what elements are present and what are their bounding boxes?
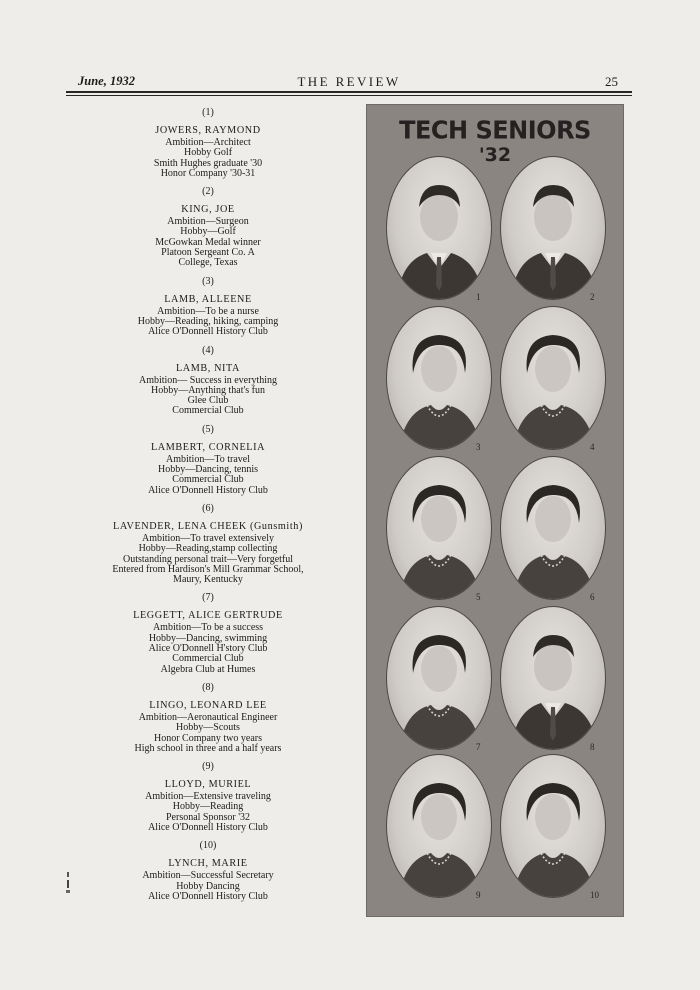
photo-panel xyxy=(366,104,624,917)
senior-entry xyxy=(80,591,336,680)
entry-detail: Glee Club xyxy=(187,395,229,407)
senior-entry xyxy=(80,106,336,185)
senior-portrait xyxy=(386,754,492,898)
entry-detail: Hobby—Anything that's fun xyxy=(150,384,266,396)
senior-portrait xyxy=(500,306,606,450)
senior-entry xyxy=(80,760,336,839)
entry-number: (9) xyxy=(202,761,214,773)
panel-title: TECH SENIORS xyxy=(399,115,591,145)
senior-entry xyxy=(80,502,336,591)
entry-detail: Ambition—Architect xyxy=(165,137,251,148)
entry-detail: Commercial Club xyxy=(172,474,244,486)
entry-number: (1) xyxy=(202,107,214,118)
entry-detail: Ambition— Success in everything xyxy=(138,374,278,386)
entry-detail: Hobby—Reading,stamp collecting xyxy=(138,543,278,555)
senior-entry xyxy=(80,423,336,502)
entry-detail: College, Texas xyxy=(178,257,238,269)
portrait-icon xyxy=(501,607,605,749)
student-name: KING, JOE xyxy=(181,204,235,216)
entry-detail: Ambition—Surgeon xyxy=(167,216,249,228)
entry-detail: Smith Hughes graduate '30 xyxy=(153,157,263,169)
portrait-icon xyxy=(501,755,605,897)
senior-portrait xyxy=(386,306,492,450)
student-name: LAMBERT, CORNELIA xyxy=(150,441,266,453)
student-name: LYNCH, MARIE xyxy=(168,858,248,870)
entry-detail: Ambition—Successful Secretary xyxy=(142,870,274,882)
entry-number: (3) xyxy=(202,275,214,287)
entry-detail: Alice O'Donnell History Club xyxy=(148,890,268,902)
entry-detail: High school in three and a half years xyxy=(134,742,282,754)
entry-number: (7) xyxy=(202,592,214,604)
portrait-icon xyxy=(387,607,491,749)
senior-portrait xyxy=(500,156,606,300)
portrait-icon xyxy=(387,755,491,897)
entry-detail: Hobby Golf xyxy=(183,147,233,159)
portrait-number: 6 xyxy=(590,592,595,602)
entry-number: (4) xyxy=(202,344,214,356)
portrait-number: 1 xyxy=(476,292,481,302)
entry-detail: Hobby—Golf xyxy=(180,226,236,238)
portrait-number: 8 xyxy=(590,742,595,752)
senior-portrait xyxy=(386,156,492,300)
entry-detail: Ambition—To be a success xyxy=(152,622,264,634)
portrait-icon xyxy=(501,457,605,599)
portrait-number: 2 xyxy=(590,292,595,302)
senior-entry xyxy=(80,344,336,423)
entry-detail: Ambition—To travel extensively xyxy=(141,532,275,544)
senior-entries xyxy=(80,106,336,908)
issue-date: June, 1932 xyxy=(78,74,135,88)
portrait-number: 4 xyxy=(590,442,595,452)
portrait-number: 10 xyxy=(590,890,599,900)
entry-detail: Entered from Hardison's Mill Grammar School, xyxy=(112,563,304,575)
entry-detail: Outstanding personal trait—Very forgetful xyxy=(122,553,294,565)
student-name: LEGGETT, ALICE GERTRUDE xyxy=(133,610,283,622)
entry-detail: Honor Company two years xyxy=(153,732,263,744)
entry-detail: Algebra Club at Humes xyxy=(160,663,256,675)
portrait-number: 3 xyxy=(476,442,481,452)
entry-detail: Ambition—Extensive traveling xyxy=(145,791,271,803)
portrait-icon xyxy=(387,457,491,599)
portrait-number: 7 xyxy=(476,742,481,752)
entry-detail: Commercial Club xyxy=(172,405,244,417)
entry-detail: Hobby—Reading, hiking, camping xyxy=(137,315,279,327)
entry-detail: Personal Sponsor '32 xyxy=(165,811,251,823)
entry-detail: Alice O'Donnell H'story Club xyxy=(148,643,268,655)
entry-detail: Maury, Kentucky xyxy=(173,574,243,586)
student-name: JOWERS, RAYMOND xyxy=(155,125,261,136)
margin-mark xyxy=(66,872,70,894)
entry-detail: Ambition—To be a nurse xyxy=(157,305,259,317)
portrait-icon xyxy=(501,307,605,449)
entry-detail: Commercial Club xyxy=(172,653,244,665)
portrait-icon xyxy=(387,307,491,449)
senior-portrait xyxy=(386,456,492,600)
entry-detail: Alice O'Donnell History Club xyxy=(148,484,268,496)
publication-title: THE REVIEW xyxy=(297,74,401,89)
entry-number: (2) xyxy=(202,186,214,198)
senior-portrait xyxy=(386,606,492,750)
portrait-number: 9 xyxy=(476,890,481,900)
entry-detail: Hobby—Scouts xyxy=(176,722,240,734)
entry-detail: Alice O'Donnell History Club xyxy=(148,326,268,338)
entry-detail: Hobby—Dancing, swimming xyxy=(148,632,268,644)
portrait-number: 5 xyxy=(476,592,481,602)
student-name: LINGO, LEONARD LEE xyxy=(149,699,267,711)
entry-detail: Hobby—Dancing, tennis xyxy=(158,464,258,476)
panel-year: '32 xyxy=(478,144,512,166)
page-number: 25 xyxy=(605,74,618,89)
header-rule-thin xyxy=(66,95,632,96)
entry-detail: Alice O'Donnell History Club xyxy=(148,821,268,833)
entry-detail: Ambition—To travel xyxy=(165,453,250,465)
portrait-icon xyxy=(501,157,605,299)
senior-entry xyxy=(80,275,336,344)
student-name: LAMB, ALLEENE xyxy=(164,293,252,305)
entry-detail: Honor Company '30-31 xyxy=(160,167,256,179)
senior-entry xyxy=(80,839,336,908)
entry-detail: Platoon Sergeant Co. A xyxy=(161,247,255,259)
senior-portrait xyxy=(500,456,606,600)
senior-portrait xyxy=(500,754,606,898)
senior-entry xyxy=(80,185,336,274)
entry-number: (10) xyxy=(199,840,217,852)
senior-entry xyxy=(80,681,336,760)
student-name: LLOYD, MURIEL xyxy=(164,779,252,791)
entry-detail: Hobby Dancing xyxy=(176,880,240,892)
header-rule xyxy=(66,91,632,93)
senior-portrait xyxy=(500,606,606,750)
entry-detail: McGowkan Medal winner xyxy=(155,236,261,248)
student-name: LAMB, NITA xyxy=(175,362,241,374)
entry-number: (5) xyxy=(202,423,214,435)
entry-detail: Hobby—Reading xyxy=(172,801,244,813)
entry-number: (8) xyxy=(202,681,214,693)
portrait-icon xyxy=(387,157,491,299)
entry-detail: Ambition—Aeronautical Engineer xyxy=(138,711,278,723)
student-name: LAVENDER, LENA CHEEK (Gunsmith) xyxy=(113,520,303,532)
entry-number: (6) xyxy=(202,502,214,514)
